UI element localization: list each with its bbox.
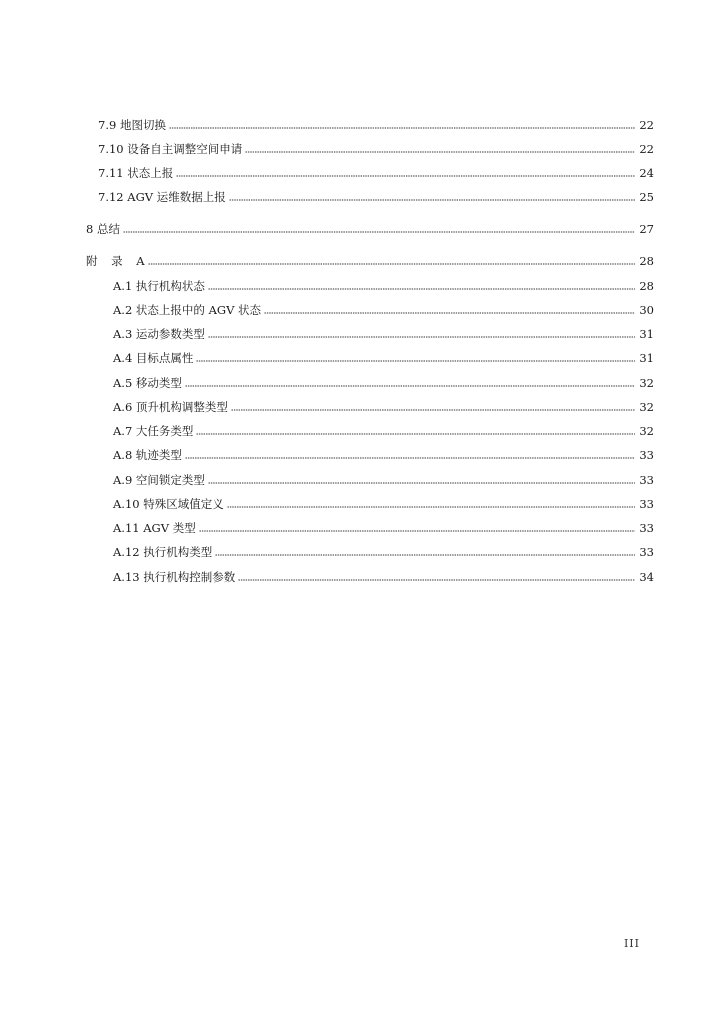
toc-dot-leader (185, 456, 635, 460)
toc-entry-title: A.7 大任务类型 (113, 424, 194, 438)
toc-entry-page: 32 (639, 400, 654, 414)
toc-entry-7-10[interactable] (98, 140, 654, 158)
toc-entry-a-9[interactable] (113, 471, 654, 489)
toc-entry-a-7[interactable] (113, 422, 654, 440)
toc-entry-a-13[interactable] (113, 568, 654, 586)
toc-entry-a-10[interactable] (113, 495, 654, 513)
toc-entry-page: 34 (639, 570, 654, 584)
toc-dot-leader (229, 198, 635, 202)
toc-entry-title: A.1 执行机构状态 (113, 279, 205, 293)
toc-entry-appendix-a[interactable] (86, 252, 654, 270)
toc-dot-leader (208, 287, 635, 291)
toc-entry-page: 33 (639, 497, 654, 511)
toc-entry-page: 28 (639, 254, 654, 268)
toc-dot-leader (227, 505, 635, 509)
toc-entry-a-3[interactable] (113, 325, 654, 343)
toc-entry-title: 附 录 A (86, 254, 145, 268)
toc-entry-page: 31 (639, 351, 654, 365)
toc-entry-title: 8 总结 (86, 222, 120, 236)
toc-entry-title: A.8 轨迹类型 (113, 448, 182, 462)
toc-entry-title: A.12 执行机构类型 (113, 545, 213, 559)
toc-entry-title: A.2 状态上报中的 AGV 状态 (113, 303, 262, 317)
toc-dot-leader (185, 384, 635, 388)
toc-entry-title: A.4 目标点属性 (113, 351, 194, 365)
page-number: III (623, 937, 640, 950)
toc-dot-leader (123, 230, 635, 234)
toc-entry-7-11[interactable] (98, 164, 654, 182)
toc-entry-page: 33 (639, 448, 654, 462)
toc-entry-page: 30 (639, 303, 654, 317)
toc-dot-leader (176, 174, 635, 178)
toc-entry-a-1[interactable] (113, 277, 654, 295)
toc-entry-page: 28 (639, 279, 654, 293)
toc-entry-page: 33 (639, 545, 654, 559)
toc-entry-title: 7.10 设备自主调整空间申请 (98, 142, 243, 156)
toc-dot-leader (196, 432, 635, 436)
toc-entry-title: A.10 特殊区域值定义 (113, 497, 224, 511)
toc-entry-page: 33 (639, 521, 654, 535)
toc-entry-a-4[interactable] (113, 349, 654, 367)
toc-entry-page: 25 (639, 190, 654, 204)
toc-entry-page: 32 (639, 376, 654, 390)
toc-entry-title: A.3 运动参数类型 (113, 327, 205, 341)
toc-dot-leader (199, 529, 635, 533)
toc-entry-title: 7.11 状态上报 (98, 166, 174, 180)
toc-entry-page: 24 (639, 166, 654, 180)
toc-dot-leader (238, 578, 635, 582)
toc-entry-a-5[interactable] (113, 374, 654, 392)
toc-dot-leader (208, 335, 635, 339)
toc-entry-title: A.5 移动类型 (113, 376, 182, 390)
toc-entry-title: A.13 执行机构控制参数 (113, 570, 236, 584)
toc-dot-leader (208, 481, 635, 485)
toc-entry-7-12[interactable] (98, 188, 654, 206)
toc-entry-title: 7.9 地图切换 (98, 118, 166, 132)
toc-entry-a-6[interactable] (113, 398, 654, 416)
toc-entry-page: 27 (639, 222, 654, 236)
toc-entry-title: A.6 顶升机构调整类型 (113, 400, 228, 414)
toc-entry-page: 32 (639, 424, 654, 438)
toc-dot-leader (169, 126, 635, 130)
toc-entry-page: 22 (639, 142, 654, 156)
toc-entry-page: 31 (639, 327, 654, 341)
toc-dot-leader (264, 311, 635, 315)
toc-entry-title: A.9 空间锁定类型 (113, 473, 205, 487)
toc-dot-leader (245, 150, 635, 154)
toc-entry-a-2[interactable] (113, 301, 654, 319)
toc-entry-title: 7.12 AGV 运维数据上报 (98, 190, 226, 204)
toc-entry-7-9[interactable] (98, 116, 654, 134)
toc-dot-leader (148, 262, 635, 266)
toc-entry-title: A.11 AGV 类型 (113, 521, 196, 535)
toc-entry-a-12[interactable] (113, 543, 654, 561)
toc-dot-leader (215, 553, 635, 557)
toc-entry-8[interactable] (86, 220, 654, 238)
toc-entry-page: 33 (639, 473, 654, 487)
toc-dot-leader (231, 408, 635, 412)
toc-dot-leader (196, 359, 635, 363)
toc-entry-page: 22 (639, 118, 654, 132)
toc-entry-a-11[interactable] (113, 519, 654, 537)
toc-entry-a-8[interactable] (113, 446, 654, 464)
